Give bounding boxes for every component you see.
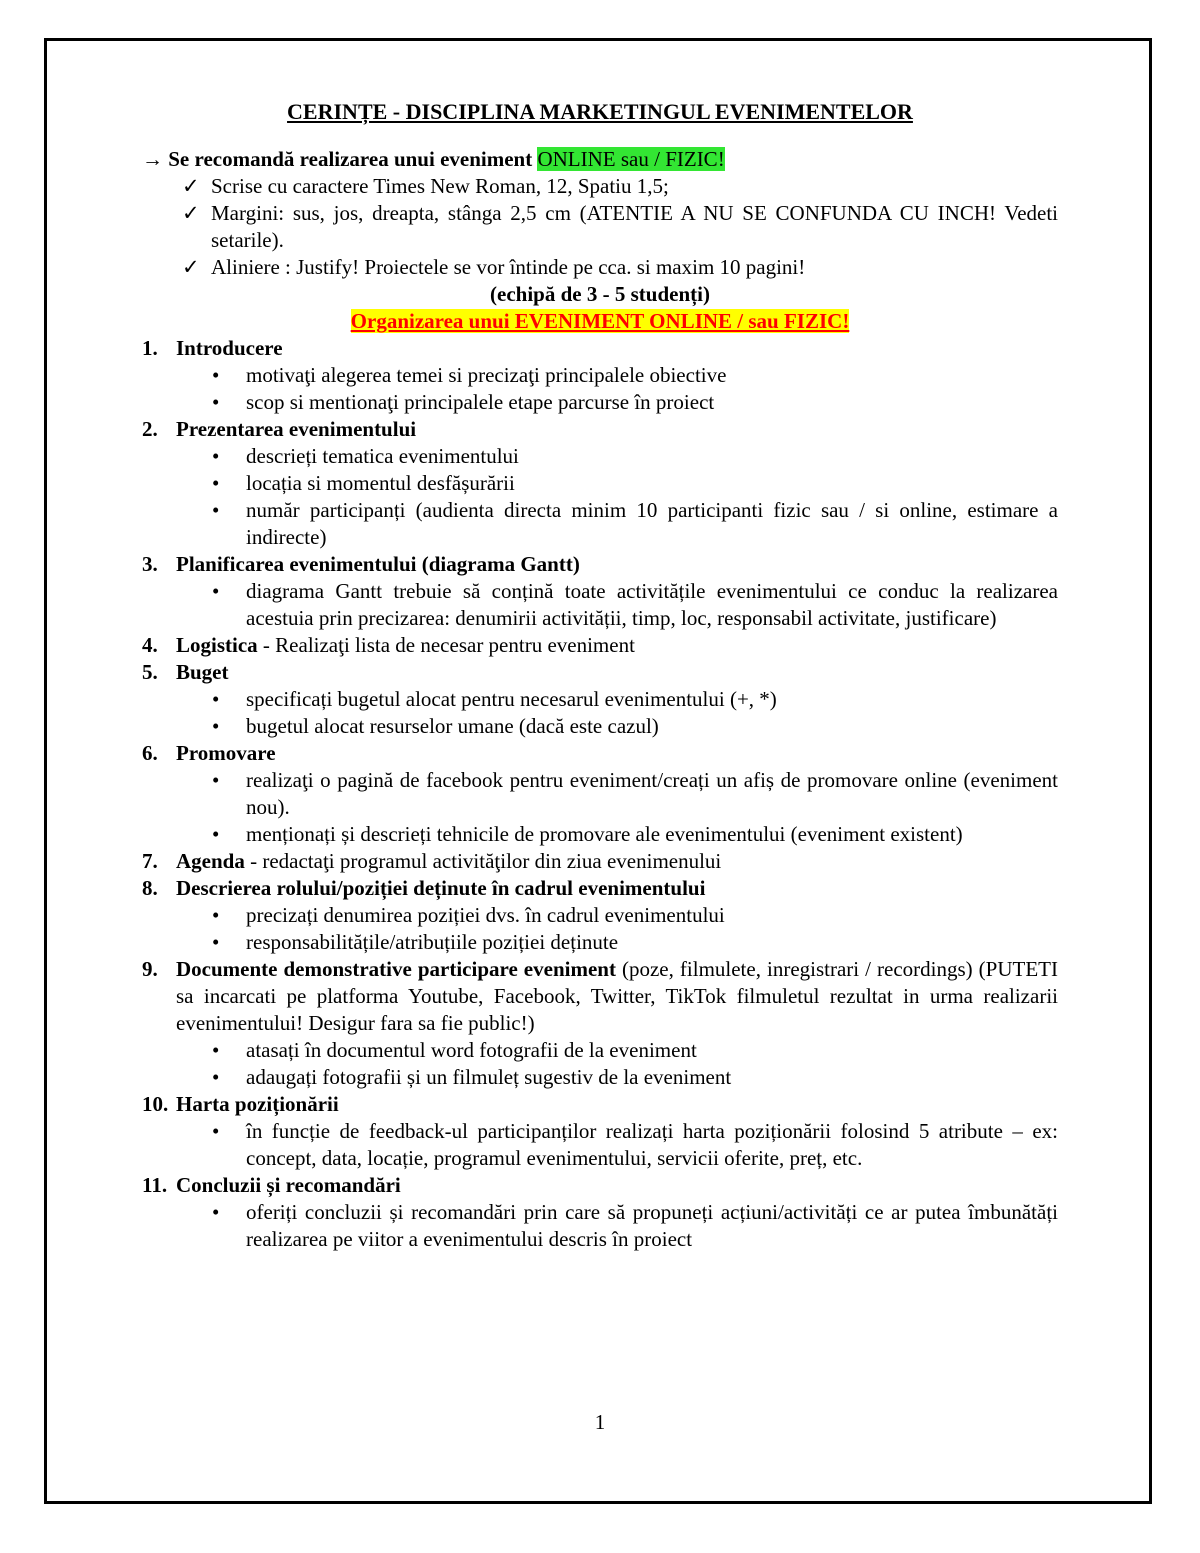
bullet-text: motivaţi alegerea temei si precizaţi principalele obiective bbox=[246, 363, 727, 387]
bullet-text: responsabilitățile/atribuțiile poziției deținute bbox=[246, 930, 619, 954]
bullet-item bbox=[176, 767, 1058, 821]
bullet-icon: • bbox=[212, 498, 220, 522]
bullet-list bbox=[176, 1199, 1058, 1253]
bullet-icon: • bbox=[212, 714, 220, 738]
section-number: 9. bbox=[142, 957, 158, 981]
bullet-icon: • bbox=[212, 363, 220, 387]
bullet-list bbox=[176, 1118, 1058, 1172]
bullet-item bbox=[176, 578, 1058, 632]
bullet-text: adaugați fotografii și un filmuleț sugestiv de la eveniment bbox=[246, 1065, 732, 1089]
bullet-item bbox=[176, 362, 1058, 389]
intro-line bbox=[142, 146, 1058, 173]
bullet-list bbox=[176, 578, 1058, 632]
bullet-item bbox=[176, 686, 1058, 713]
section-item bbox=[142, 1091, 1058, 1172]
bullet-item bbox=[176, 470, 1058, 497]
bullet-icon: • bbox=[212, 903, 220, 927]
section-heading: Agenda bbox=[176, 849, 245, 873]
bullet-text: menționați și descrieți tehnicile de promovare ale evenimentului (eveniment existent) bbox=[246, 822, 963, 846]
section-heading-line bbox=[176, 848, 1058, 875]
section-heading-line bbox=[176, 551, 1058, 578]
intro-highlight: ONLINE sau / FIZIC! bbox=[537, 147, 725, 171]
section-heading-line bbox=[176, 1172, 1058, 1199]
check-icon: ✓ bbox=[182, 255, 200, 279]
bullet-icon: • bbox=[212, 471, 220, 495]
organizing-heading-wrap bbox=[142, 308, 1058, 335]
bullet-icon: • bbox=[212, 687, 220, 711]
section-heading: Promovare bbox=[176, 741, 276, 765]
section-heading: Concluzii și recomandări bbox=[176, 1173, 401, 1197]
bullet-list bbox=[176, 902, 1058, 956]
section-heading: Documente demonstrative participare eveniment bbox=[176, 957, 616, 981]
bullet-item bbox=[176, 1037, 1058, 1064]
section-item bbox=[142, 740, 1058, 848]
section-number: 4. bbox=[142, 633, 158, 657]
organizing-heading: Organizarea unui EVENIMENT ONLINE / sau FIZIC! bbox=[350, 309, 850, 333]
section-item bbox=[142, 1172, 1058, 1253]
section-number: 10. bbox=[142, 1092, 169, 1116]
bullet-item bbox=[176, 929, 1058, 956]
section-heading-line bbox=[176, 632, 1058, 659]
section-item bbox=[142, 848, 1058, 875]
bullet-text: diagrama Gantt trebuie să conțină toate activitățile evenimentului ce conduc la realizarea acestuia prin precizarea: denumirii activității, timp, loc, responsabil activitate, justificare) bbox=[246, 579, 1058, 630]
bullet-text: număr participanți (audienta directa minim 10 participanti fizic sau / si online, estimare a indirecte) bbox=[246, 498, 1058, 549]
page-number: 1 bbox=[594, 1410, 606, 1434]
section-heading-line bbox=[176, 416, 1058, 443]
bullet-item bbox=[176, 713, 1058, 740]
section-heading-line bbox=[176, 875, 1058, 902]
bullet-text: locația si momentul desfășurării bbox=[246, 471, 515, 495]
bullet-icon: • bbox=[212, 822, 220, 846]
section-heading: Buget bbox=[176, 660, 229, 684]
arrow-icon: → bbox=[142, 147, 163, 171]
bullet-text: oferiți concluzii și recomandări prin care să propuneți acțiuni/activități ce ar putea îmbunătăți realizarea pe viitor a evenimentului descris în proiect bbox=[246, 1200, 1058, 1251]
section-item bbox=[142, 335, 1058, 416]
bullet-text: bugetul alocat resurselor umane (dacă este cazul) bbox=[246, 714, 659, 738]
section-description: (poze, filmulete, inregistrari / recordings) (PUTETI sa incarcati pe platforma Youtube, Facebook, Twitter, TikTok filmuletul rezultat in urma realizarii evenimentului! Desigur fara sa fie public!) bbox=[176, 957, 1058, 1035]
section-heading: Logistica bbox=[176, 633, 258, 657]
bullet-icon: • bbox=[212, 390, 220, 414]
section-heading-line bbox=[176, 956, 1058, 1037]
document-body bbox=[142, 98, 1058, 1253]
section-heading: Harta poziționării bbox=[176, 1092, 339, 1116]
bullet-item bbox=[176, 443, 1058, 470]
check-icon: ✓ bbox=[182, 201, 200, 225]
bullet-text: scop si mentionaţi principalele etape parcurse în proiect bbox=[246, 390, 715, 414]
check-icon: ✓ bbox=[182, 174, 200, 198]
bullet-list bbox=[176, 443, 1058, 551]
intro-text: Se recomandă realizarea unui eveniment bbox=[168, 147, 538, 171]
section-description: - Realizaţi lista de necesar pentru eveniment bbox=[257, 633, 635, 657]
bullet-icon: • bbox=[212, 444, 220, 468]
section-item bbox=[142, 659, 1058, 740]
section-item bbox=[142, 632, 1058, 659]
bullet-list bbox=[176, 686, 1058, 740]
section-heading: Prezentarea evenimentului bbox=[176, 417, 417, 441]
section-heading: Planificarea evenimentului (diagrama Gantt) bbox=[176, 552, 580, 576]
bullet-item bbox=[176, 1118, 1058, 1172]
section-number: 6. bbox=[142, 741, 158, 765]
section-description: - redactaţi programul activităţilor din ziua evenimenului bbox=[244, 849, 722, 873]
section-heading: Descrierea rolului/poziției deținute în cadrul evenimentului bbox=[176, 876, 706, 900]
section-heading-line bbox=[176, 740, 1058, 767]
section-heading-line bbox=[176, 335, 1058, 362]
bullet-item bbox=[176, 389, 1058, 416]
sections-list bbox=[142, 335, 1058, 1253]
section-number: 8. bbox=[142, 876, 158, 900]
document-title: CERINȚE - DISCIPLINA MARKETINGUL EVENIMENTELOR bbox=[287, 99, 913, 124]
bullet-text: specificați bugetul alocat pentru necesarul evenimentului (+, *) bbox=[246, 687, 777, 711]
section-item bbox=[142, 551, 1058, 632]
bullet-text: precizați denumirea poziției dvs. în cadrul evenimentului bbox=[246, 903, 725, 927]
section-heading: Introducere bbox=[176, 336, 283, 360]
section-item bbox=[142, 416, 1058, 551]
bullet-text: realizaţi o pagină de facebook pentru eveniment/creați un afiș de promovare online (eveniment nou). bbox=[246, 768, 1058, 819]
section-number: 5. bbox=[142, 660, 158, 684]
section-item bbox=[142, 956, 1058, 1091]
bullet-item bbox=[176, 1064, 1058, 1091]
bullet-text: atasați în documentul word fotografii de la eveniment bbox=[246, 1038, 697, 1062]
bullet-text: descrieți tematica evenimentului bbox=[246, 444, 519, 468]
bullet-icon: • bbox=[212, 1065, 220, 1089]
section-number: 7. bbox=[142, 849, 158, 873]
checklist-item: ✓ Margini: sus, jos, dreapta, stânga 2,5 cm (ATENTIE A NU SE CONFUNDA CU INCH! Vedeti setarile). bbox=[182, 201, 1058, 252]
bullet-icon: • bbox=[212, 1038, 220, 1062]
bullet-text: în funcție de feedback-ul participanților realizați harta poziționării folosind 5 atribute – ex: concept, data, locație, programul evenimentului, servicii oferite, preț, etc. bbox=[246, 1119, 1058, 1170]
bullet-item bbox=[176, 497, 1058, 551]
checklist-item: ✓ Aliniere : Justify! Proiectele se vor întinde pe cca. si maxim 10 pagini! bbox=[182, 255, 806, 279]
bullet-item bbox=[176, 902, 1058, 929]
bullet-icon: • bbox=[212, 1119, 220, 1143]
section-heading-line bbox=[176, 659, 1058, 686]
checklist-item: ✓ Scrise cu caractere Times New Roman, 12, Spatiu 1,5; bbox=[182, 174, 669, 198]
formatting-checklist bbox=[142, 173, 1058, 281]
bullet-icon: • bbox=[212, 1200, 220, 1224]
bullet-list bbox=[176, 1037, 1058, 1091]
bullet-list bbox=[176, 362, 1058, 416]
bullet-item bbox=[176, 821, 1058, 848]
section-number: 3. bbox=[142, 552, 158, 576]
bullet-icon: • bbox=[212, 930, 220, 954]
team-size: (echipă de 3 - 5 studenți) bbox=[490, 282, 710, 306]
section-number: 11. bbox=[142, 1173, 168, 1197]
section-number: 1. bbox=[142, 336, 158, 360]
bullet-list bbox=[176, 767, 1058, 848]
bullet-item bbox=[176, 1199, 1058, 1253]
section-item bbox=[142, 875, 1058, 956]
bullet-icon: • bbox=[212, 579, 220, 603]
section-heading-line bbox=[176, 1091, 1058, 1118]
bullet-icon: • bbox=[212, 768, 220, 792]
section-number: 2. bbox=[142, 417, 158, 441]
